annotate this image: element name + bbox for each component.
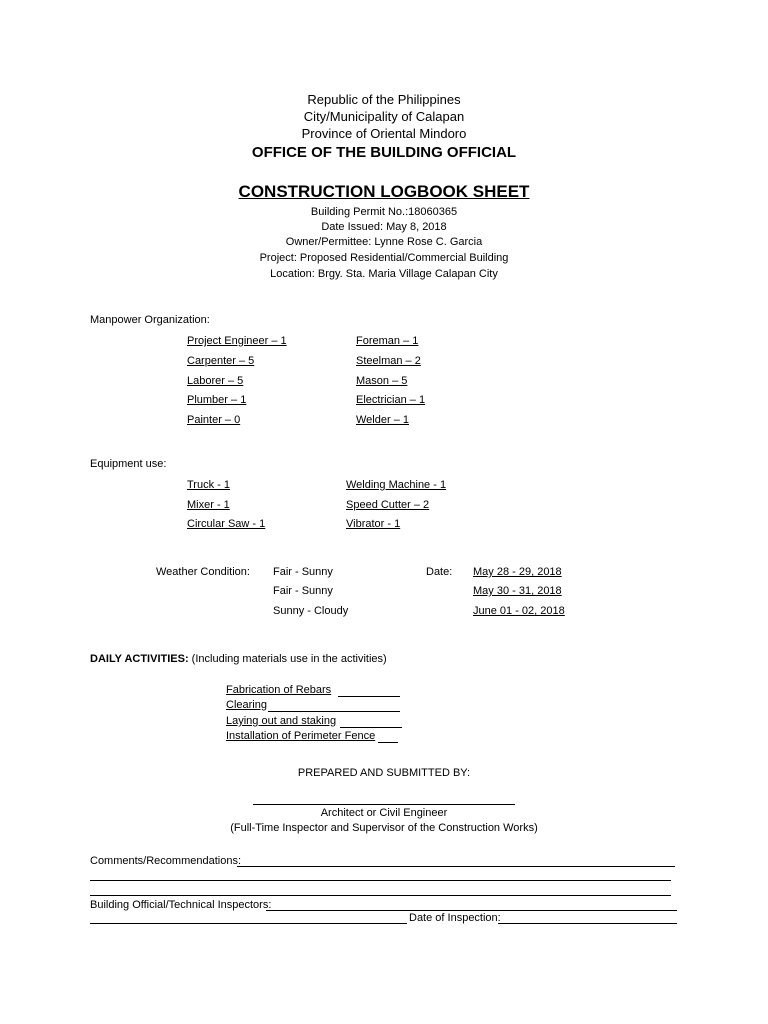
activity-fill-line	[340, 727, 402, 728]
document-title: CONSTRUCTION LOGBOOK SHEET	[238, 182, 530, 201]
signature-line	[253, 804, 515, 805]
equipment-item: Circular Saw - 1	[187, 518, 266, 530]
manpower-item: Welder – 1	[356, 414, 409, 426]
project-location: Location: Brgy. Sta. Maria Village Calapan City	[270, 268, 498, 280]
equipment-item: Welding Machine - 1	[346, 479, 447, 491]
activity-item: Installation of Perimeter Fence	[226, 730, 376, 742]
office-title: OFFICE OF THE BUILDING OFFICIAL	[251, 144, 517, 161]
official-line	[266, 910, 677, 911]
manpower-item: Mason – 5	[356, 375, 408, 387]
equipment-item: Mixer - 1	[187, 499, 230, 511]
comments-line	[90, 895, 671, 896]
equipment-item: Vibrator - 1	[346, 518, 401, 530]
date-label: Date:	[426, 566, 453, 578]
manpower-item: Electrician – 1	[356, 394, 426, 406]
equipment-item: Speed Cutter – 2	[346, 499, 430, 511]
signatory-role-note: (Full-Time Inspector and Supervisor of the Construction Works)	[230, 822, 538, 834]
header-province: Province of Oriental Mindoro	[301, 126, 467, 141]
activity-item: Clearing	[226, 699, 267, 711]
manpower-item: Laborer – 5	[187, 375, 244, 387]
official-label: Building Official/Technical Inspectors:	[90, 899, 272, 911]
weather-date: May 30 - 31, 2018	[473, 585, 562, 597]
activity-item: Fabrication of Rebars	[226, 684, 332, 696]
project-name: Project: Proposed Residential/Commercial Building	[259, 252, 509, 264]
comments-label: Comments/Recommendations:	[90, 855, 242, 867]
activity-fill-line	[338, 696, 400, 697]
header-republic: Republic of the Philippines	[307, 92, 461, 107]
weather-condition: Fair - Sunny	[273, 585, 333, 597]
manpower-item: Foreman – 1	[356, 335, 419, 347]
weather-date: June 01 - 02, 2018	[473, 605, 565, 617]
owner-permittee: Owner/Permittee: Lynne Rose C. Garcia	[285, 236, 483, 248]
activity-fill-line	[378, 742, 398, 743]
manpower-item: Plumber – 1	[187, 394, 247, 406]
manpower-item: Project Engineer – 1	[187, 335, 287, 347]
date-issued: Date Issued: May 8, 2018	[321, 221, 447, 233]
activity-fill-line	[268, 711, 400, 712]
daily-activities-label: DAILY ACTIVITIES:	[90, 653, 189, 665]
official-line	[90, 923, 407, 924]
equipment-item: Truck - 1	[187, 479, 230, 491]
header-city: City/Municipality of Calapan	[303, 109, 465, 124]
equipment-label: Equipment use:	[90, 458, 167, 470]
weather-condition: Fair - Sunny	[273, 566, 333, 578]
manpower-label: Manpower Organization:	[90, 314, 210, 326]
comments-line	[237, 866, 675, 867]
inspection-date-label: Date of Inspection:	[409, 912, 501, 924]
weather-condition: Sunny - Cloudy	[273, 605, 349, 617]
manpower-item: Steelman – 2	[356, 355, 421, 367]
comments-line	[90, 880, 671, 881]
weather-label: Weather Condition:	[156, 566, 250, 578]
permit-number: Building Permit No.:18060365	[310, 206, 458, 218]
weather-date: May 28 - 29, 2018	[473, 566, 562, 578]
signatory-role: Architect or Civil Engineer	[320, 807, 448, 819]
prepared-by-label: PREPARED AND SUBMITTED BY:	[297, 767, 471, 779]
activity-item: Laying out and staking	[226, 715, 337, 727]
daily-activities-heading	[90, 653, 387, 665]
manpower-item: Carpenter – 5	[187, 355, 255, 367]
manpower-item: Painter – 0	[187, 414, 241, 426]
daily-activities-note: (Including materials use in the activities)	[191, 653, 387, 665]
inspection-date-line	[498, 923, 677, 924]
